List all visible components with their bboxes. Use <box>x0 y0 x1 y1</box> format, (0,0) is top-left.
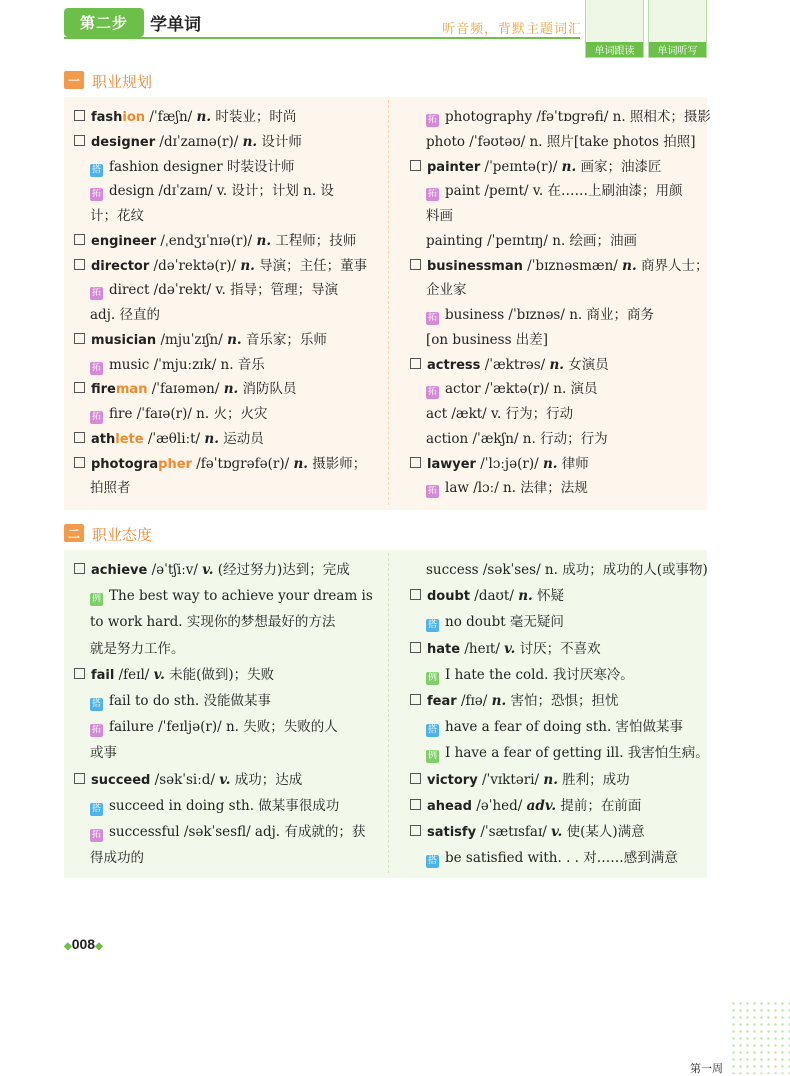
section-badge-2: 二 <box>64 524 84 542</box>
sub-entry-text: successful /səkˈsesfl/ adj. 有成就的；获 <box>109 824 366 840</box>
vocab-entry <box>74 108 296 127</box>
sub-entry-text: law /lɔː/ n. 法律；法规 <box>445 480 588 497</box>
vocab-sub-entry <box>90 182 334 201</box>
headword: fear <box>427 694 457 709</box>
vocab-sub-entry <box>426 108 711 127</box>
phonetic: /daʊt/ <box>470 588 519 605</box>
phonetic: /ˈæktrəs/ <box>480 356 550 373</box>
headword: satisfy <box>427 825 477 840</box>
checkbox-icon[interactable] <box>74 432 85 443</box>
headword: photogra <box>91 456 159 472</box>
headword: fash <box>91 110 123 125</box>
headword-suffix: pher <box>158 456 192 472</box>
definition: 商界人士； <box>636 257 709 274</box>
continuation-text: 料画 <box>426 208 453 224</box>
part-of-speech: n. <box>293 455 308 472</box>
vocab-continuation <box>90 479 131 497</box>
vocab-entry <box>410 692 618 711</box>
column-divider-2 <box>388 553 389 873</box>
tag-badge-icon: 拓 <box>91 830 101 840</box>
continuation-text: photo /ˈfəʊtəʊ/ n. 照片[take photos 拍照] <box>426 133 696 150</box>
vocab-entry <box>74 771 302 790</box>
tab-word-readalong-label: 单词跟读 <box>586 42 643 57</box>
vocab-continuation <box>90 640 185 658</box>
continuation-text: act /ækt/ v. 行为；行动 <box>426 406 574 422</box>
part-of-speech: v. <box>219 771 231 788</box>
checkbox-icon[interactable] <box>74 668 85 679</box>
part-of-speech: n. <box>227 331 242 348</box>
tag-badge-icon: 拓 <box>427 313 437 323</box>
continuation-text: 企业家 <box>426 282 467 299</box>
phonetic: /ˈvɪktəri/ <box>477 771 544 788</box>
sub-entry-text: fire /ˈfaɪə(r)/ n. 火；火灾 <box>109 406 268 422</box>
sub-entry-text: direct /dəˈrekt/ v. 指导；管理；导演 <box>109 282 339 299</box>
definition: (经过努力)达到；完成 <box>213 562 350 578</box>
tag-badge-icon: 搭 <box>427 856 437 867</box>
part-of-speech: v. <box>551 824 563 840</box>
phonetic: /əˈhed/ <box>471 797 527 814</box>
part-of-speech: n. <box>542 455 558 472</box>
vocab-entry <box>74 666 274 685</box>
checkbox-icon[interactable] <box>410 589 421 600</box>
vocab-continuation <box>426 281 467 299</box>
continuation-text: adj. 径直的 <box>90 307 160 323</box>
headword: lawyer <box>427 456 476 472</box>
checkbox-icon[interactable] <box>410 259 421 270</box>
definition: 律师 <box>557 455 589 472</box>
phonetic: /ˈpeɪntə(r)/ <box>480 158 562 175</box>
checkbox-icon[interactable] <box>410 642 421 653</box>
part-of-speech: adv. <box>526 797 557 814</box>
vocab-entry <box>74 257 367 276</box>
sub-entry-text: be satisfied with. . . 对……感到满意 <box>445 850 678 867</box>
sub-entry-text: fail to do sth. 没能做某事 <box>109 693 272 709</box>
phonetic: /dəˈrektə(r)/ <box>149 257 241 274</box>
vocab-continuation <box>426 561 708 579</box>
vocab-sub-entry <box>90 356 265 375</box>
phonetic: /heɪt/ <box>460 640 505 657</box>
section-title-1: 职业规划 <box>92 74 153 91</box>
phonetic: /mjuˈzɪʃn/ <box>156 331 228 348</box>
tag-badge-icon: 例 <box>427 672 437 683</box>
definition: 胜利；成功 <box>557 771 630 788</box>
vocab-entry <box>410 640 601 659</box>
vocab-continuation <box>426 232 637 250</box>
definition: 时装业；时尚 <box>211 109 297 125</box>
part-of-speech: n. <box>240 257 255 274</box>
part-of-speech: n. <box>491 693 507 709</box>
phonetic: /əˈtʃiːv/ <box>147 562 203 578</box>
headword-suffix: ion <box>122 110 146 125</box>
vocab-sub-entry <box>90 405 267 424</box>
sub-entry-text: The best way to achieve your dream is <box>109 588 373 605</box>
checkbox-icon[interactable] <box>410 694 421 705</box>
headword: actress <box>427 357 481 373</box>
checkbox-icon[interactable] <box>410 773 421 784</box>
part-of-speech: n. <box>622 257 637 274</box>
diamond-icon: ◆ <box>64 941 72 952</box>
part-of-speech: v. <box>153 666 165 683</box>
tag-badge-icon: 拓 <box>427 387 437 398</box>
tag-badge-icon: 拓 <box>91 725 101 736</box>
vocab-sub-entry <box>90 692 271 711</box>
checkbox-icon[interactable] <box>74 773 85 784</box>
vocab-entry <box>410 257 708 276</box>
part-of-speech: n. <box>256 232 272 249</box>
part-of-speech: n. <box>196 109 212 125</box>
vocab-sub-entry <box>90 281 338 300</box>
sub-entry-text: succeed in doing sth. 做某事很成功 <box>109 797 340 814</box>
checkbox-icon[interactable] <box>410 825 421 836</box>
checkbox-icon[interactable] <box>74 234 85 245</box>
section-badge-1: 一 <box>64 71 84 89</box>
vocab-continuation <box>426 331 548 349</box>
vocab-entry <box>74 561 350 580</box>
continuation-text: painting /ˈpeɪntɪŋ/ n. 绘画；油画 <box>426 232 638 249</box>
headword: ahead <box>427 798 472 814</box>
vocab-sub-entry <box>90 158 295 177</box>
vocab-sub-entry <box>426 479 588 498</box>
section-title-2: 职业态度 <box>92 527 153 544</box>
dot-pattern <box>730 1000 790 1074</box>
vocab-entry <box>410 158 661 177</box>
definition: 音乐家；乐师 <box>241 331 327 348</box>
tag-badge-icon: 拓 <box>91 362 101 373</box>
step-badge: 第二步 <box>64 8 144 37</box>
tag-badge-icon: 搭 <box>427 620 437 631</box>
vocab-sub-entry <box>426 849 678 868</box>
definition: 女演员 <box>563 356 609 373</box>
checkbox-icon[interactable] <box>74 563 85 574</box>
vocab-entry <box>74 133 302 152</box>
part-of-speech: n. <box>543 771 558 788</box>
definition: 画家；油漆匠 <box>576 158 662 175</box>
page-title: 学单词 <box>150 15 201 34</box>
part-of-speech: v. <box>504 640 516 657</box>
part-of-speech: n. <box>223 381 239 398</box>
checkbox-icon[interactable] <box>74 135 85 146</box>
checkbox-icon[interactable] <box>74 110 85 121</box>
phonetic: /dɪˈzaɪnə(r)/ <box>155 133 243 150</box>
vocab-entry <box>410 771 630 790</box>
phonetic: /ˈsætɪsfaɪ/ <box>476 824 552 840</box>
tag-badge-icon: 例 <box>91 594 101 605</box>
continuation-text: [on business 出差] <box>426 331 549 348</box>
definition: 使(某人)满意 <box>562 824 645 840</box>
checkbox-icon[interactable] <box>410 358 421 369</box>
part-of-speech: v. <box>202 562 214 578</box>
sub-entry-text: actor /ˈæktə(r)/ n. 演员 <box>445 381 598 398</box>
tag-badge-icon: 拓 <box>427 189 437 200</box>
continuation-text: 计；花纹 <box>90 208 144 224</box>
definition: 运动员 <box>218 430 264 447</box>
phonetic: /fɪə/ <box>456 693 492 709</box>
part-of-speech: n. <box>561 158 577 175</box>
tag-badge-icon: 拓 <box>427 115 437 125</box>
continuation-text: 就是努力工作。 <box>90 640 185 657</box>
vocab-sub-entry <box>90 587 373 606</box>
sub-entry-text: business /ˈbɪznəs/ n. 商业；商务 <box>445 307 654 323</box>
vocab-sub-entry <box>90 823 365 842</box>
sub-entry-text: failure /ˈfeɪljə(r)/ n. 失败；失败的人 <box>109 719 338 736</box>
vocab-entry <box>74 232 356 251</box>
week-label: 第一周 <box>690 1063 723 1075</box>
definition: 导演；主任；董事 <box>254 257 368 274</box>
vocab-sub-entry <box>426 718 683 737</box>
tag-badge-icon: 拓 <box>91 189 101 200</box>
vocab-sub-entry <box>426 613 564 632</box>
phonetic: /ˈbɪznəsmæn/ <box>522 257 623 274</box>
page-number <box>64 936 103 952</box>
vocab-sub-entry <box>90 797 339 816</box>
continuation-text: 拍照者 <box>90 480 131 497</box>
headword: designer <box>91 134 156 150</box>
sub-entry-text: music /ˈmjuːzɪk/ n. 音乐 <box>109 356 265 373</box>
tag-badge-icon: 拓 <box>427 486 437 497</box>
definition: 成功；达成 <box>230 771 303 788</box>
headword: painter <box>427 159 481 175</box>
vocab-sub-entry <box>426 744 709 763</box>
vocab-entry <box>74 380 297 399</box>
headword: engineer <box>91 233 157 249</box>
continuation-text: 得成功的 <box>90 850 144 867</box>
definition: 怀疑 <box>532 588 564 605</box>
tag-badge-icon: 搭 <box>91 164 101 175</box>
checkbox-icon[interactable] <box>410 799 421 810</box>
tab-word-readalong[interactable] <box>585 0 644 58</box>
phonetic: /ˈfæʃn/ <box>145 109 197 125</box>
continuation-text: to work hard. 实现你的梦想最好的方法 <box>90 614 336 631</box>
checkbox-icon[interactable] <box>74 259 85 270</box>
checkbox-icon[interactable] <box>410 457 421 468</box>
tag-badge-icon: 拓 <box>91 412 101 422</box>
checkbox-icon[interactable] <box>74 457 85 468</box>
vocab-continuation <box>426 133 696 151</box>
sub-entry-text: paint /peɪnt/ v. 在……上刷油漆；用颜 <box>445 183 683 200</box>
headword: fail <box>91 667 115 683</box>
sub-entry-text: I have a fear of getting ill. 我害怕生病。 <box>445 745 709 762</box>
tag-badge-icon: 搭 <box>91 803 101 814</box>
definition: 设计师 <box>257 133 302 150</box>
vocab-continuation <box>90 613 335 631</box>
sub-entry-text: no doubt 毫无疑问 <box>445 614 564 631</box>
tag-badge-icon: 拓 <box>91 288 101 299</box>
vocab-sub-entry <box>426 666 634 685</box>
vocab-entry <box>410 356 609 375</box>
sub-entry-text: have a fear of doing sth. 害怕做某事 <box>445 719 684 736</box>
header-rule <box>64 37 580 39</box>
page-number-text: 008 <box>71 936 96 952</box>
phonetic: /səkˈsiːd/ <box>150 771 220 788</box>
headword: victory <box>427 772 478 788</box>
sub-entry-text: photography /fəˈtɒɡrəfi/ n. 照相术；摄影 <box>445 109 711 125</box>
vocab-sub-entry <box>426 182 682 201</box>
tab-word-dictation[interactable] <box>648 0 707 58</box>
phonetic: /ˈfaɪəmən/ <box>147 381 224 398</box>
vocab-entry <box>410 455 589 474</box>
header-slogan: 听音频，背默主题词汇 <box>442 22 583 37</box>
definition: 摄影师； <box>307 455 367 472</box>
vocab-continuation <box>426 207 453 225</box>
phonetic: /ˈæθliːt/ <box>143 430 205 447</box>
diamond-icon: ◆ <box>95 941 103 952</box>
phonetic: /feɪl/ <box>114 666 154 683</box>
vocab-continuation <box>426 430 608 448</box>
definition: 工程师；技师 <box>271 232 357 249</box>
definition: 害怕；恐惧；担忧 <box>506 693 619 709</box>
tag-badge-icon: 例 <box>427 751 437 762</box>
tag-badge-icon: 搭 <box>91 699 101 709</box>
headword: fire <box>91 382 116 398</box>
checkbox-icon[interactable] <box>74 333 85 344</box>
phonetic: /ˌendʒɪˈnɪə(r)/ <box>156 232 257 249</box>
tag-badge-icon: 搭 <box>427 725 437 736</box>
headword: director <box>91 258 150 274</box>
part-of-speech: n. <box>549 356 564 373</box>
headword: achieve <box>91 563 148 578</box>
vocab-sub-entry <box>426 380 598 399</box>
headword: succeed <box>91 772 151 788</box>
vocab-sub-entry <box>426 306 654 325</box>
phonetic: /fəˈtɒɡrəfə(r)/ <box>191 455 294 472</box>
definition: 消防队员 <box>238 381 297 398</box>
vocab-continuation <box>90 306 160 324</box>
headword: hate <box>427 641 461 657</box>
vocab-sub-entry <box>90 718 338 737</box>
headword-suffix: man <box>115 382 148 398</box>
vocab-continuation <box>90 207 144 225</box>
part-of-speech: n. <box>242 133 258 150</box>
continuation-text: action /ˈækʃn/ n. 行动；行为 <box>426 430 608 447</box>
vocab-entry <box>74 430 264 449</box>
tab-word-dictation-label: 单词听写 <box>649 42 706 57</box>
headword: doubt <box>427 589 471 605</box>
part-of-speech: n. <box>518 588 533 605</box>
headword: musician <box>91 332 157 348</box>
vocab-entry <box>74 455 366 474</box>
headword-suffix: lete <box>115 431 144 447</box>
definition: 未能(做到)；失败 <box>164 666 275 683</box>
vocab-continuation <box>426 405 573 423</box>
continuation-text: 或事 <box>90 745 117 762</box>
headword: businessman <box>427 258 523 274</box>
vocab-entry <box>410 823 645 842</box>
part-of-speech: n. <box>204 430 219 447</box>
phonetic: /ˈlɔːjə(r)/ <box>475 455 543 472</box>
vocab-entry <box>74 331 327 350</box>
vocab-entry <box>410 797 641 816</box>
headword: ath <box>91 431 116 447</box>
continuation-text: success /səkˈses/ n. 成功；成功的人(或事物) <box>426 562 708 578</box>
checkbox-icon[interactable] <box>410 160 421 171</box>
sub-entry-text: design /dɪˈzaɪn/ v. 设计；计划 n. 设 <box>109 183 334 200</box>
vocab-continuation <box>90 744 117 762</box>
column-divider-1 <box>388 100 389 505</box>
vocab-entry <box>410 587 564 606</box>
sub-entry-text: I hate the cold. 我讨厌寒冷。 <box>445 666 634 683</box>
sub-entry-text: fashion designer 时装设计师 <box>109 158 295 175</box>
definition: 提前；在前面 <box>556 797 642 814</box>
vocab-continuation <box>90 849 144 867</box>
definition: 讨厌；不喜欢 <box>515 640 601 657</box>
checkbox-icon[interactable] <box>74 382 85 393</box>
